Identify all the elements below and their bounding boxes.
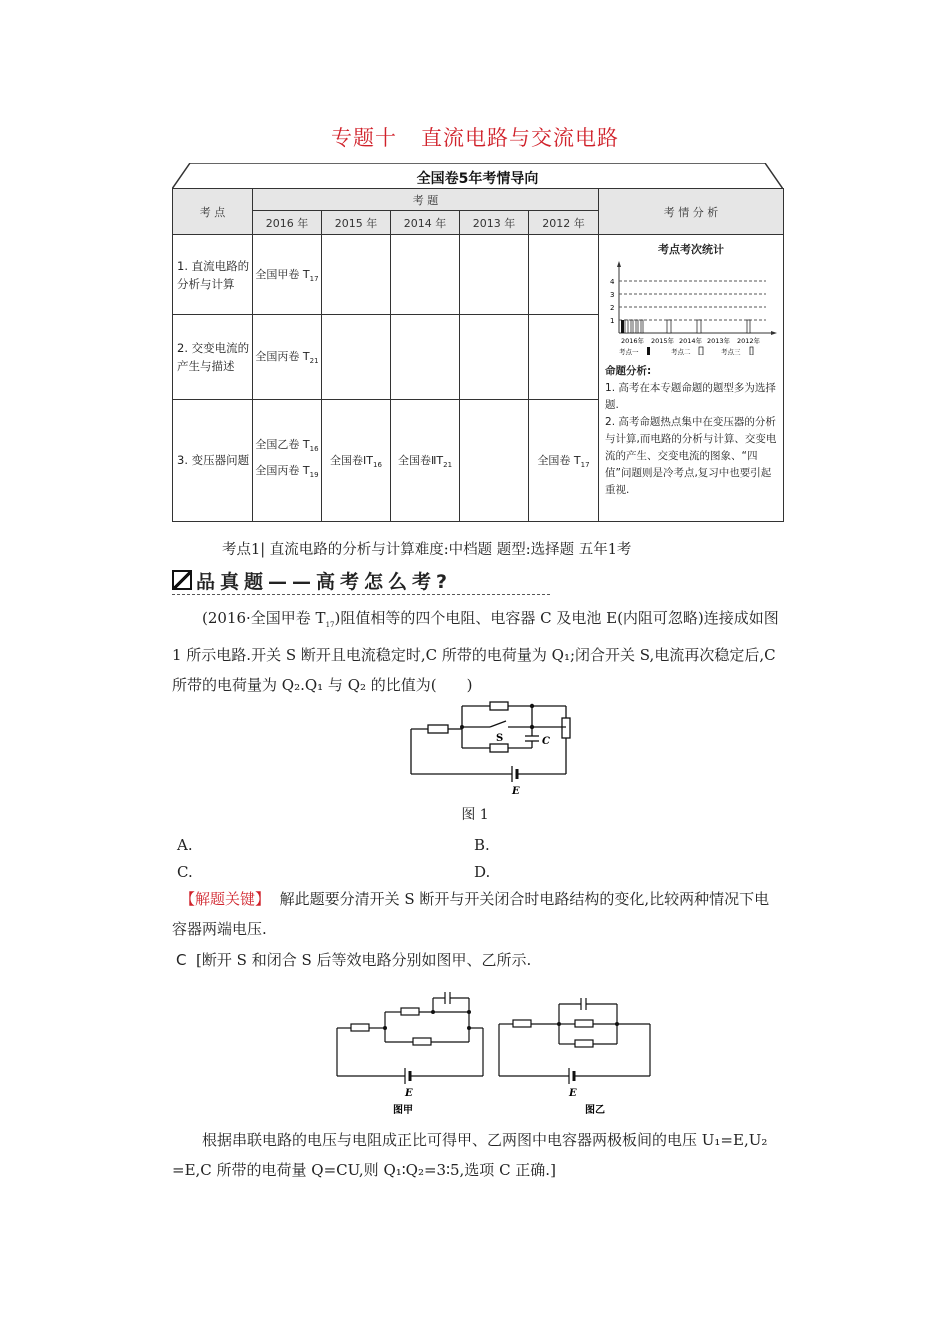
exam-cell xyxy=(529,315,599,399)
stat-bar xyxy=(641,320,643,333)
table-row xyxy=(173,235,784,315)
answer-line: C [断开 S 和闭合 S 后等效电路分别如图甲、乙所示. xyxy=(176,951,532,969)
exam-cell: 全国卷$ⅡT_{21}$ xyxy=(391,399,460,521)
ytick: 2 xyxy=(610,304,615,312)
figure-1-circuit xyxy=(408,696,578,796)
section-icon xyxy=(172,570,192,590)
year-header: 2016 年 xyxy=(253,211,322,235)
stat-chart xyxy=(601,255,781,355)
stat-bar xyxy=(625,320,628,333)
label-e: E xyxy=(512,786,520,796)
analysis-point-1: 1. 高考在本专题命题的题型多为选择题. xyxy=(605,382,776,411)
year-header: 2015 年 xyxy=(322,211,391,235)
exam-cell xyxy=(322,235,391,315)
legend-label: 考点三 xyxy=(721,348,741,355)
section-heading: 品真题——高考怎么考? xyxy=(172,567,452,594)
key-tag: 【解题关键】 xyxy=(180,890,271,908)
year-header: 2013 年 xyxy=(460,211,529,235)
analysis-point-2: 2. 高考命题热点集中在变压器的分析与计算,而电路的分析与计算、交变电流的产生、交变电流的图象、“四值”问题则是冷考点,复习中也要引起重视. xyxy=(605,416,777,496)
stat-bar xyxy=(636,320,638,333)
analysis-title: 命题分析: xyxy=(605,365,652,377)
exam-cell: 全国丙卷 $T_{21}$ xyxy=(253,315,322,399)
option-c: C. xyxy=(177,863,193,881)
figure-1-caption: 图 1 xyxy=(461,807,489,823)
label-c: C xyxy=(542,736,550,747)
ytick: 4 xyxy=(610,278,615,286)
legend-label: 考点一 xyxy=(619,348,639,355)
exam-table xyxy=(172,188,784,522)
exam-cell: 全国卷$ⅠT_{16}$ xyxy=(322,399,391,521)
exam-cell: 全国乙卷 $T_{16}$ 全国丙卷 $T_{19}$ xyxy=(253,399,322,521)
ytick: 3 xyxy=(610,291,615,299)
title-part-b: 直流电路与交流电路 xyxy=(421,126,619,150)
exam-cell xyxy=(322,315,391,399)
divider xyxy=(172,594,550,595)
ytick: 1 xyxy=(610,317,615,325)
label-e: E xyxy=(405,1088,413,1099)
topic-cell: 3. 变压器问题 xyxy=(173,399,253,521)
stat-bar xyxy=(631,320,633,333)
xtick: 2013年 xyxy=(707,337,731,345)
xtick: 2016年 xyxy=(621,337,645,345)
analysis-cell xyxy=(599,235,784,522)
stat-bar xyxy=(621,320,624,333)
option-b: B. xyxy=(474,836,490,854)
stat-title: 考点考次统计 xyxy=(658,243,725,256)
topic-cell: 2. 交变电流的产生与描述 xyxy=(173,315,253,399)
exam-cell xyxy=(529,235,599,315)
option-d: D. xyxy=(474,863,491,881)
caption-yi: 图乙 xyxy=(585,1105,605,1115)
header-analysis: 考 情 分 析 xyxy=(599,189,784,235)
exam-cell xyxy=(391,315,460,399)
figure-jia-circuit xyxy=(333,990,493,1115)
header-kaodian: 考 点 xyxy=(173,189,253,235)
key-paragraph: 【解题关键】 解此题要分清开关 S 断开与开关闭合时电路结构的变化,比较两种情况下电容器两端电压. xyxy=(172,890,770,938)
exam-cell: 全国甲卷 $T_{17}$ xyxy=(253,235,322,315)
answer-letter: C xyxy=(176,951,187,969)
legend-label: 考点二 xyxy=(671,348,691,355)
figure-yi-circuit xyxy=(495,990,665,1115)
year-header: 2014 年 xyxy=(391,211,460,235)
year-header: 2012 年 xyxy=(529,211,599,235)
stat-bar xyxy=(667,320,671,333)
exam-cell xyxy=(460,315,529,399)
exam-cell xyxy=(460,235,529,315)
kaodian-line: 考点1| 直流电路的分析与计算难度:中档题 题型:选择题 五年1考 xyxy=(222,542,632,558)
exam-cell xyxy=(391,235,460,315)
exam-cell xyxy=(460,399,529,521)
title-part-a: 专题十 xyxy=(331,126,397,150)
legend-swatch xyxy=(699,347,703,355)
option-a: A. xyxy=(177,836,193,854)
problem-text: (2016·全国甲卷 $T_{17}$)阻值相等的四个电阻、电容器 C 及电池 E(内阻可忽略)连接成如图 1 所示电路.开关 S 断开且电流稳定时,C 所带的电荷量为 Q₁;闭合开关 S,电流再次稳定后,C 所带的电荷量为 Q₂.Q₁ 与 Q₂ 的比值为( ) xyxy=(172,609,779,694)
banner-title: 全国卷5年考情导向 xyxy=(416,171,539,187)
legend-swatch xyxy=(647,347,650,355)
conclusion-text: 根据串联电路的电压与电阻成正比可得甲、乙两图中电容器两极板间的电压 U₁=E,U₂ =E,C 所带的电荷量 Q=CU,则 Q₁∶Q₂=3∶5,选项 C 正确.] xyxy=(172,1131,768,1179)
caption-jia: 图甲 xyxy=(393,1105,413,1115)
stat-bar xyxy=(747,320,750,333)
page-title xyxy=(0,122,950,152)
label-s: S xyxy=(496,733,504,744)
topic-cell: 1. 直流电路的分析与计算 xyxy=(173,235,253,315)
stat-bar xyxy=(697,320,701,333)
exam-cell: 全国卷 $T_{17}$ xyxy=(529,399,599,521)
xtick: 2014年 xyxy=(679,337,703,345)
legend-swatch xyxy=(750,347,753,355)
xtick: 2015年 xyxy=(651,337,675,345)
header-kaoti: 考 题 xyxy=(253,189,599,211)
xtick: 2012年 xyxy=(737,337,761,345)
label-e: E xyxy=(569,1088,577,1099)
